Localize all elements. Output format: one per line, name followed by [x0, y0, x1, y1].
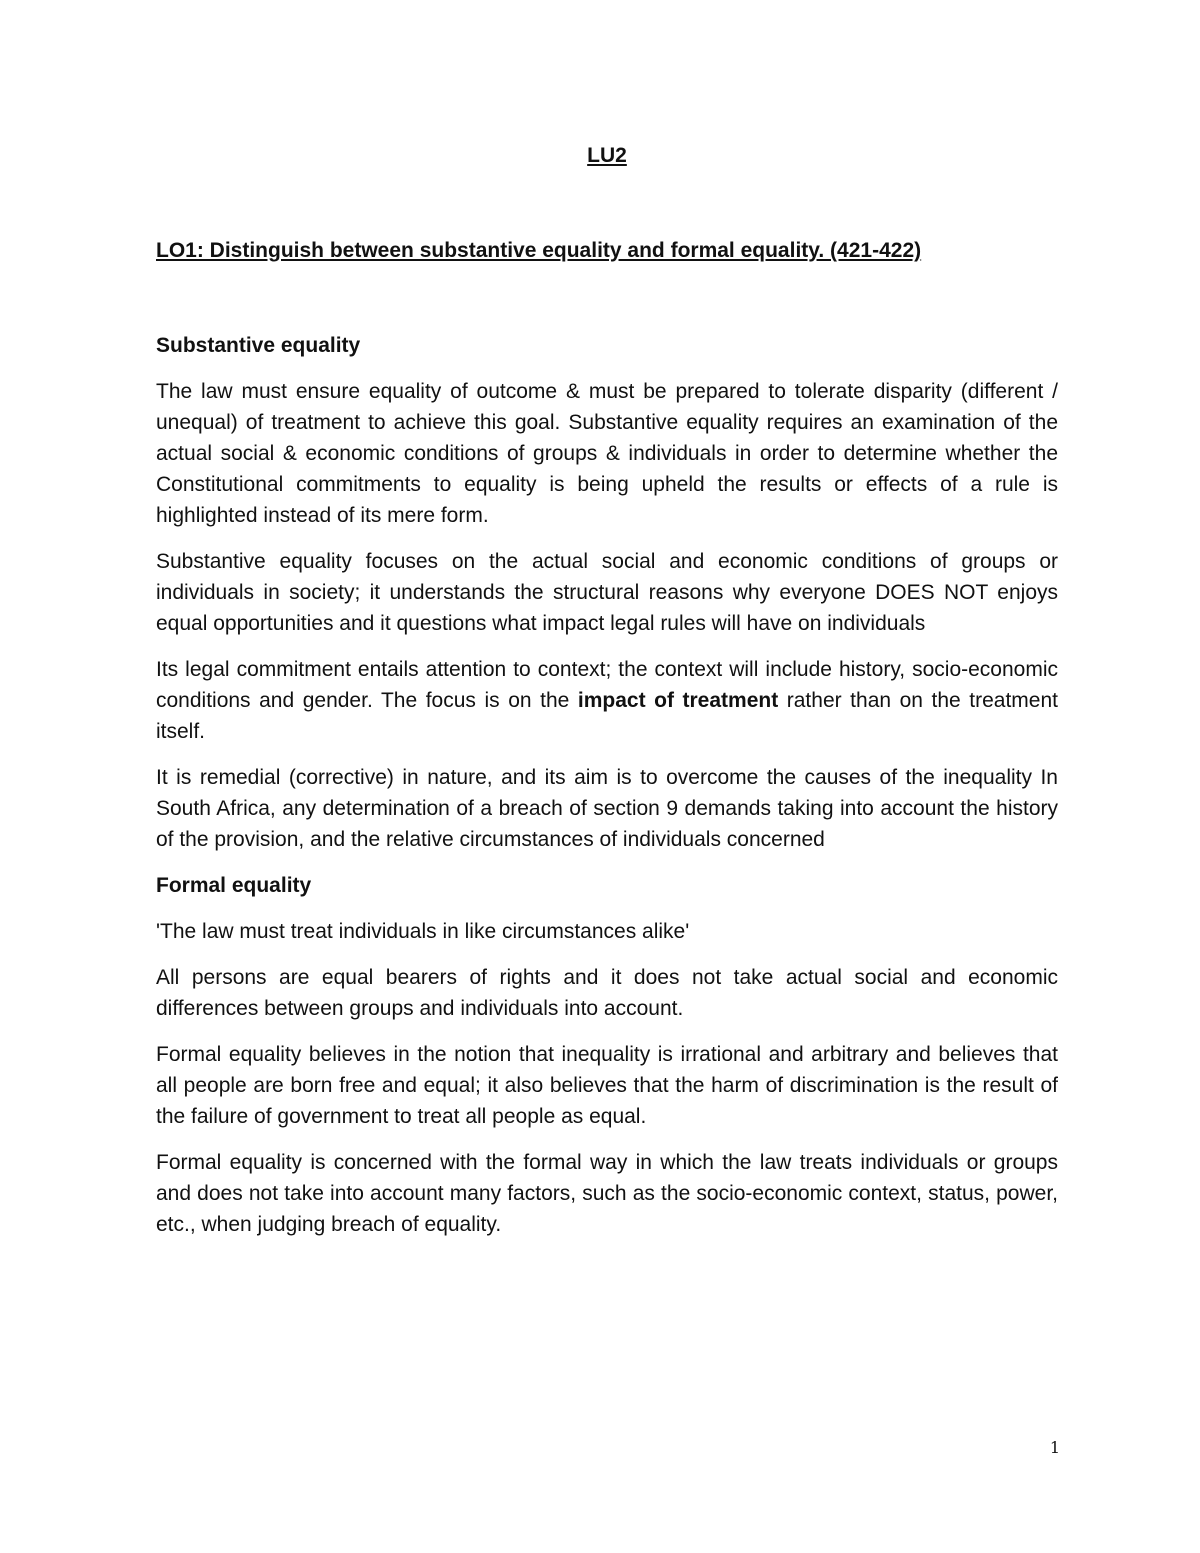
substantive-paragraph-3: [156, 654, 1058, 747]
emphasis-impact-of-treatment: impact of treatment: [577, 689, 779, 712]
formal-paragraph-4: Formal equality is concerned with the formal way in which the law treats individuals or groups and does not take into account many factors, such as the socio-economic context, status, power, etc., when judging breach of equality.: [156, 1151, 1058, 1236]
substantive-paragraph-2: Substantive equality focuses on the actual social and economic conditions of groups or individuals in society; it understands the structural reasons why everyone DOES NOT enjoys equal opportunities and it questions what impact legal rules will have on individuals: [156, 550, 1058, 635]
section-heading-substantive-equality: Substantive equality: [156, 334, 361, 357]
paragraph-text-before-emphasis: Its legal commitment entails attention to context; the context will include history, socio-economic conditions and gender. The focus is on the: [156, 658, 1058, 712]
section-heading-formal-equality: Formal equality: [156, 874, 312, 897]
formal-paragraph-3: Formal equality believes in the notion that inequality is irrational and arbitrary and believes that all people are born free and equal; it also believes that the harm of discrimination is the result of the failure of government to treat all people as equal.: [156, 1043, 1058, 1128]
substantive-paragraph-1: The law must ensure equality of outcome & must be prepared to tolerate disparity (different / unequal) of treatment to achieve this goal. Substantive equality requires an examination of the actual social & economic conditions of groups & individuals in order to determine whether the Constitutional commitments to equality is being upheld the results or effects of a rule is highlighted instead of its mere form.: [156, 380, 1058, 527]
formal-paragraph-1: 'The law must treat individuals in like circumstances alike': [156, 920, 690, 943]
formal-paragraph-2: All persons are equal bearers of rights and it does not take actual social and economic differences between groups and individuals into account.: [156, 966, 1058, 1020]
substantive-paragraph-4: It is remedial (corrective) in nature, and its aim is to overcome the causes of the inequality In South Africa, any determination of a breach of section 9 demands taking into account the history of the provision, and the relative circumstances of individuals concerned: [156, 766, 1058, 851]
page-content: [156, 140, 1058, 1240]
page-number: 1: [1049, 1438, 1060, 1457]
learning-objective: LO1: Distinguish between substantive equality and formal equality. (421-422): [156, 239, 922, 262]
document-title: LU2: [587, 144, 627, 167]
paragraph-text-after-emphasis: rather than on the treatment itself.: [156, 689, 1058, 743]
